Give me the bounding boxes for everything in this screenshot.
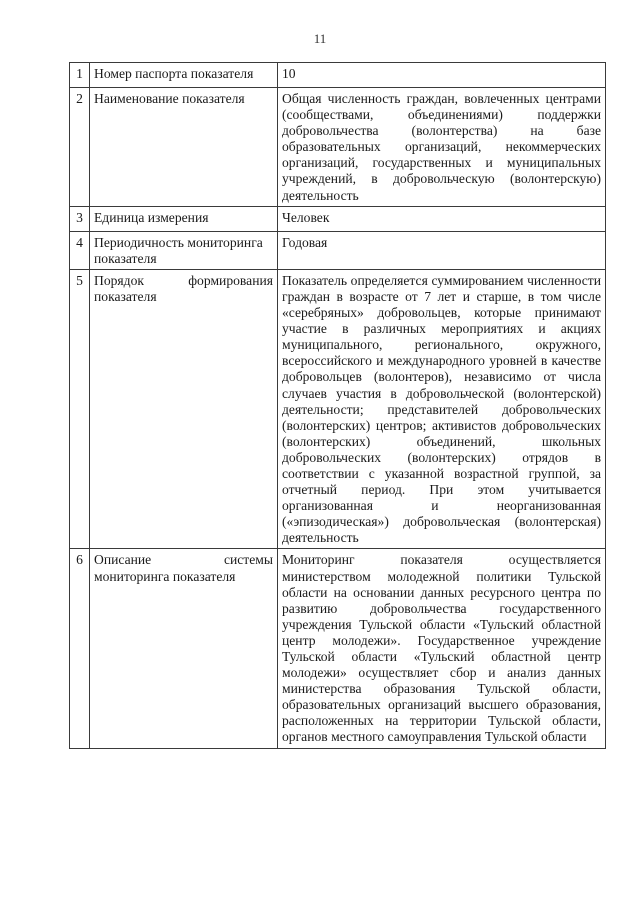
row-label: Единица измерения: [90, 206, 278, 231]
row-label: Периодичность мониторинга показателя: [90, 231, 278, 269]
row-number: 6: [70, 549, 90, 748]
table-row-periodicity: [70, 231, 606, 269]
table-row-monitoring-system: [70, 549, 606, 748]
table-row-indicator-name: [70, 88, 606, 207]
row-value: Общая численность граждан, вовлеченных центрами (сообществами, объединениями) поддержки добровольчества (волонтерства) на базе образовательных организаций, некоммерческих организаций, государственных и муниципальных учреждений, в добровольческую (волонтерскую) деятельность: [278, 88, 606, 207]
row-value: Мониторинг показателя осуществляется министерством молодежной политики Тульской области на основании данных ресурсного центра по развитию добровольчества государственного учреждения Тульской области «Тульский областной центр молодежи». Государственное учреждение Тульской области «Тульский областной центр молодежи» осуществляет сбор и анализ данных министерства образования Тульской области, образовательных организаций высшего образования, расположенных на территории Тульской области, органов местного самоуправления Тульской области: [278, 549, 606, 748]
page-number: 11: [313, 31, 327, 46]
row-number: 1: [70, 63, 90, 88]
row-number: 2: [70, 88, 90, 207]
row-number: 3: [70, 206, 90, 231]
row-label: Описание системы мониторинга показателя: [90, 549, 278, 748]
indicator-passport-table: [69, 62, 606, 749]
row-label: Наименование показателя: [90, 88, 278, 207]
row-value: Годовая: [278, 231, 606, 269]
row-value: 10: [278, 63, 606, 88]
row-value: Показатель определяется суммированием численности граждан в возрасте от 7 лет и старше, в том числе «серебряных» добровольцев, которые принимают участие в различных мероприятиях и акциях муниципального, регионального, окружного, всероссийского и международного уровней в качестве добровольцев (волонтеров), независимо от числа случаев участия в добровольческой (волонтерской) деятельности; представителей добровольческих (волонтерских) центров; активистов добровольческих (волонтерских) объединений, школьных добровольческих (волонтерских) отрядов в соответствии с указанной возрастной группой, за отчетный период. При этом учитывается организованная и неорганизованная («эпизодическая») добровольческая (волонтерская) деятельность: [278, 269, 606, 549]
table-row-passport-number: [70, 63, 606, 88]
row-label: Порядок формирования показателя: [90, 269, 278, 549]
table-row-formation-order: [70, 269, 606, 549]
row-number: 5: [70, 269, 90, 549]
row-value: Человек: [278, 206, 606, 231]
row-label: Номер паспорта показателя: [90, 63, 278, 88]
table-row-unit: [70, 206, 606, 231]
row-number: 4: [70, 231, 90, 269]
